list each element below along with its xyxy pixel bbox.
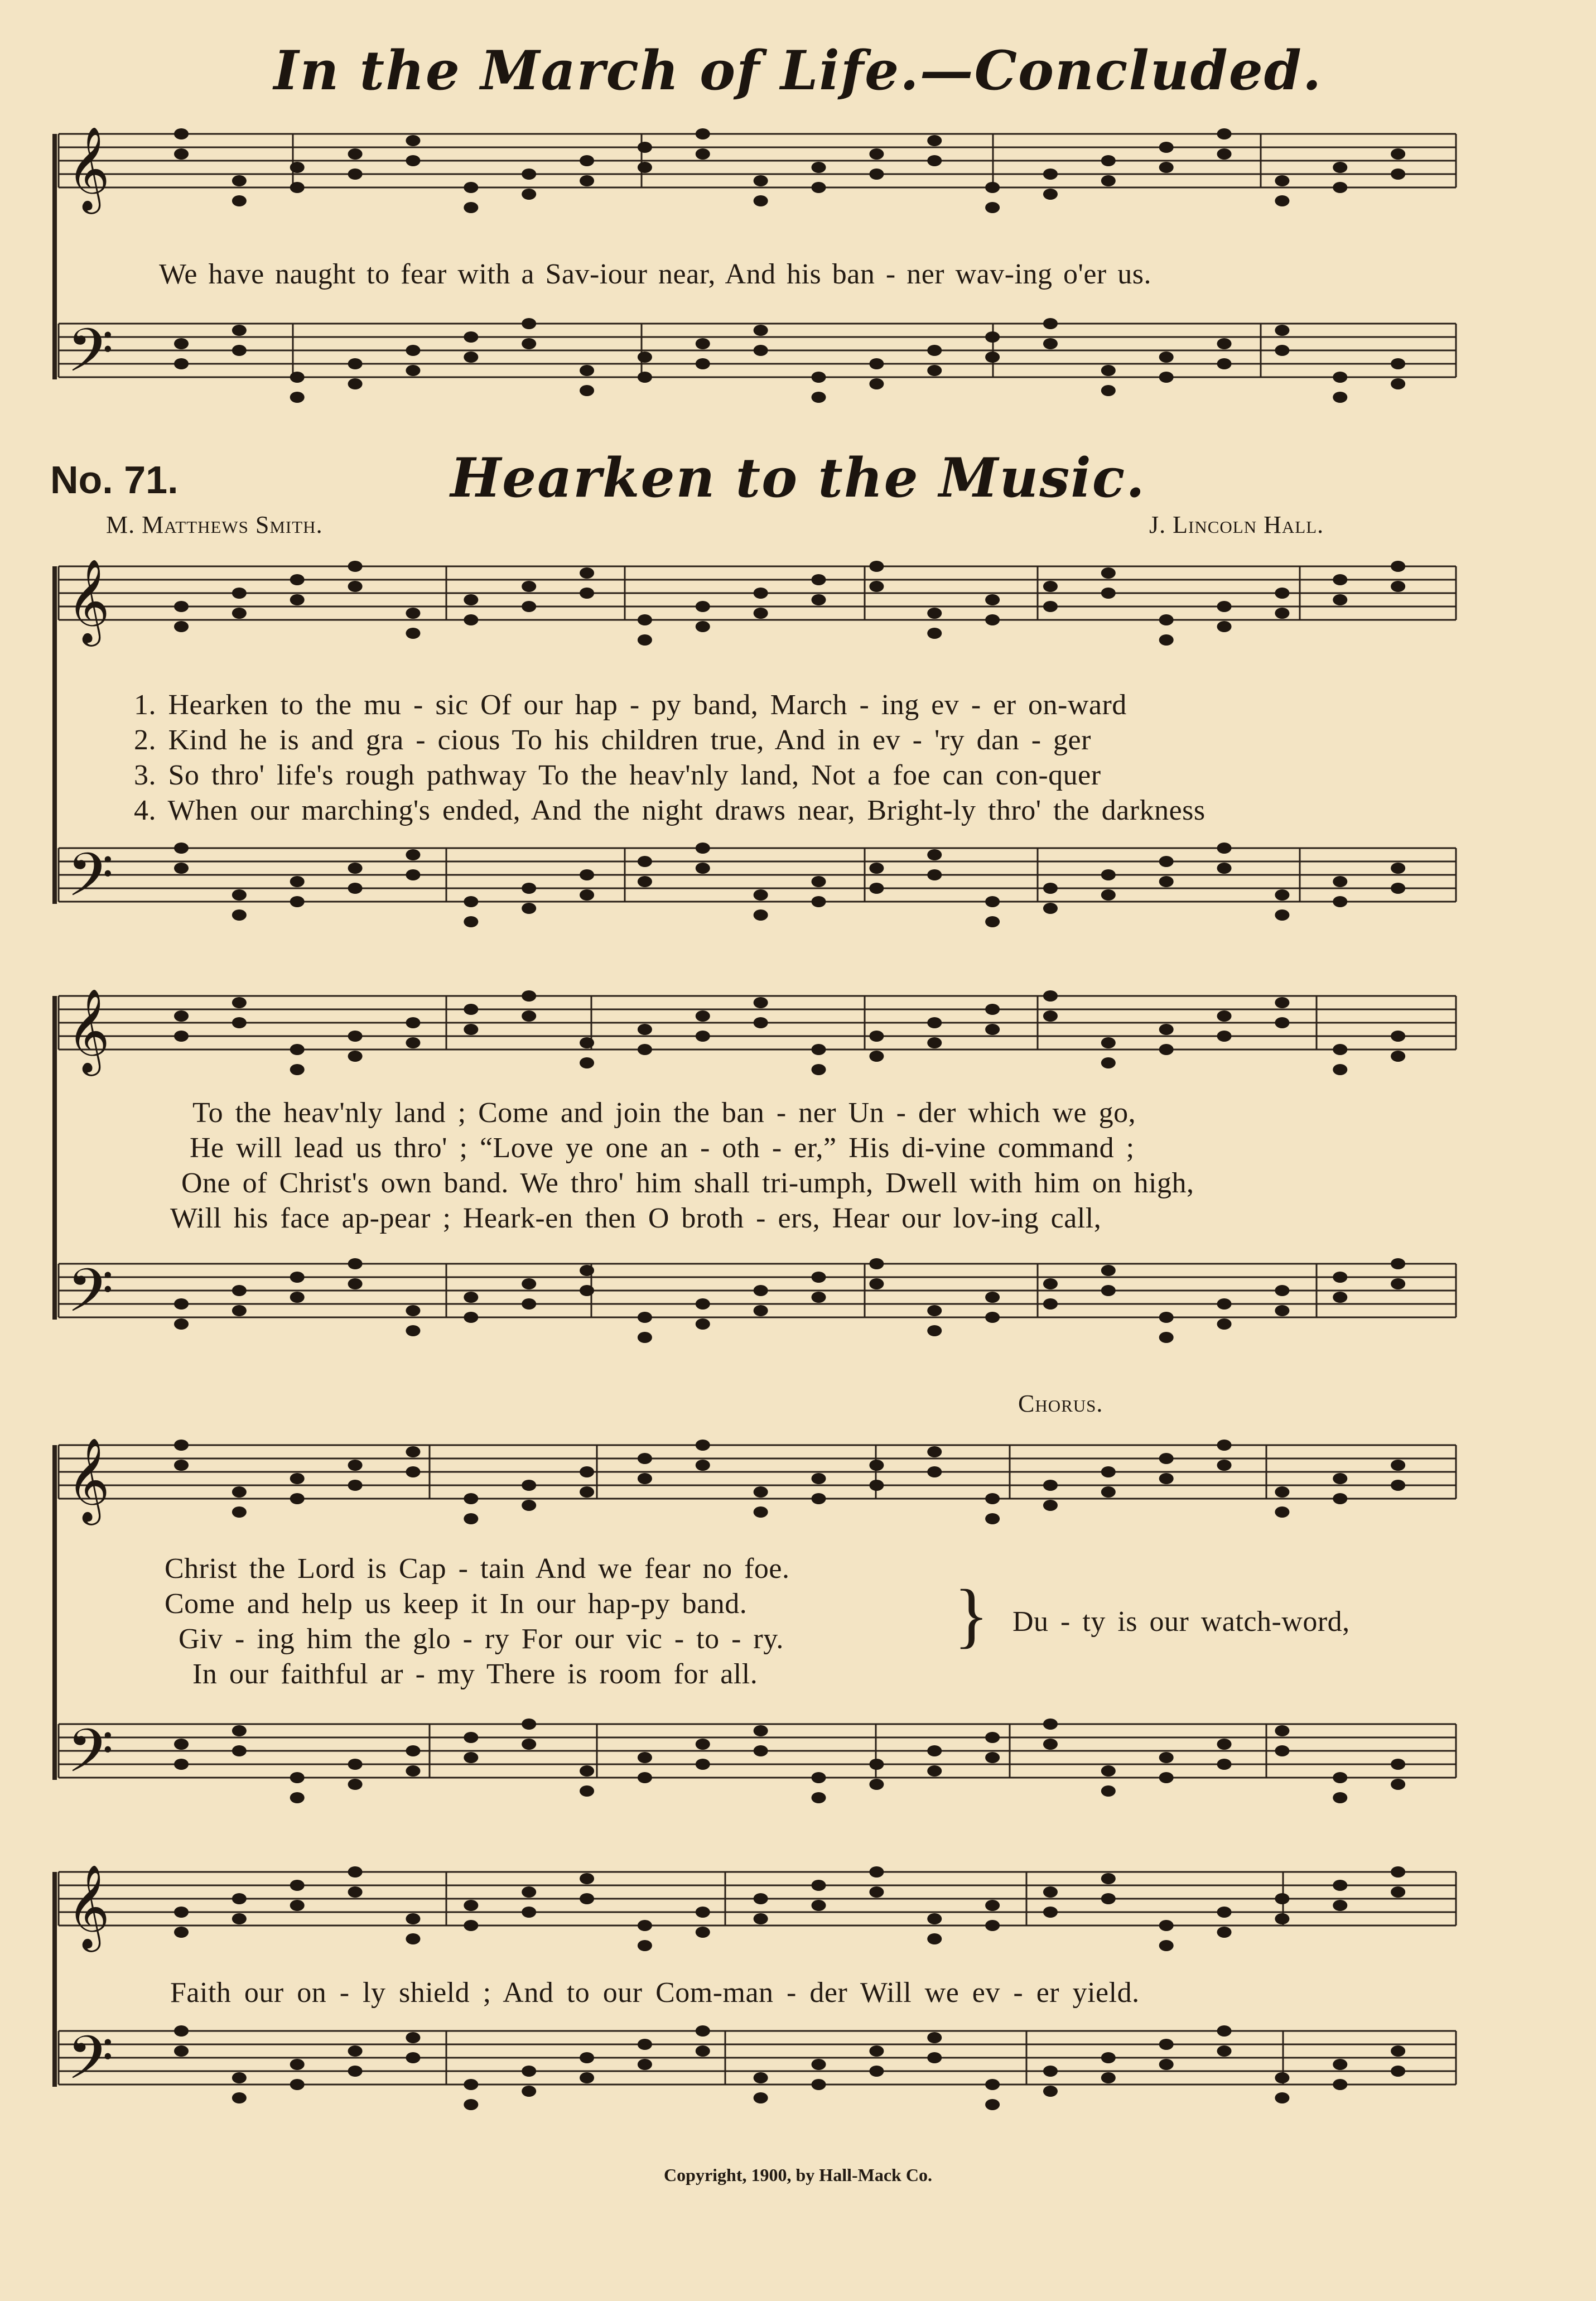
svg-text:𝄞: 𝄞 [67, 1437, 110, 1522]
svg-text:𝄞: 𝄞 [67, 558, 110, 643]
verse-1-line-3: Christ the Lord is Cap - tain And we fear no foe. [165, 1553, 790, 1585]
continued-lyric: We have naught to fear with a Sav-iour near, And his ban - ner wav-ing o'er us. [159, 258, 1151, 290]
verse-4-line-3: In our faithful ar - my There is room for all. [192, 1658, 758, 1690]
svg-text:𝄞: 𝄞 [67, 988, 110, 1072]
verse-2-line-3: Come and help us keep it In our hap-py band. [165, 1588, 748, 1620]
verse-4-line-2: Will his face ap-pear ; Heark-en then O broth - ers, Hear our lov-ing call, [170, 1202, 1102, 1234]
chorus-brace: } [954, 1575, 989, 1655]
verse-2-line-1: 2. Kind he is and gra - cious To his children true, And in ev - 'ry dan - ger [134, 724, 1091, 756]
svg-text:𝄢: 𝄢 [67, 315, 114, 400]
final-line: Faith our on - ly shield ; And to our Com-man - der Will we ev - er yield. [170, 1977, 1140, 2009]
music-credit: J. Lincoln Hall. [1149, 511, 1324, 538]
words-credit: M. Matthews Smith. [106, 511, 323, 538]
verse-1-line-2: To the heav'nly land ; Come and join the ban - ner Un - der which we go, [192, 1097, 1136, 1129]
chorus-watchword-line: Du - ty is our watch-word, [1012, 1606, 1350, 1638]
copyright-notice: Copyright, 1900, by Hall-Mack Co. [664, 2165, 932, 2185]
hymn-number: No. 71. [50, 458, 179, 502]
verse-3-line-3: Giv - ing him the glo - ry For our vic - to - ry. [179, 1623, 784, 1655]
verse-3-line-1: 3. So thro' life's rough pathway To the heav'nly land, Not a foe can con-quer [134, 759, 1101, 791]
svg-text:𝄞: 𝄞 [67, 126, 110, 210]
verse-4-line-1: 4. When our marching's ended, And the night draws near, Bright-ly thro' the darkness [134, 795, 1206, 826]
svg-text:𝄢: 𝄢 [67, 1716, 114, 1801]
verse-2-line-2: He will lead us thro' ; “Love ye one an - oth - er,” His di-vine command ; [190, 1132, 1135, 1164]
hymn-title: Hearken to the Music. [450, 446, 1146, 509]
svg-text:𝄢: 𝄢 [67, 2023, 114, 2107]
svg-text:𝄢: 𝄢 [67, 840, 114, 925]
verse-1-line-1: 1. Hearken to the mu - sic Of our hap - py band, March - ing ev - er on-ward [134, 689, 1127, 721]
continued-title: In the March of Life.—Concluded. [273, 39, 1323, 102]
svg-text:𝄢: 𝄢 [67, 1255, 114, 1340]
svg-text:𝄞: 𝄞 [67, 1864, 110, 1948]
verse-3-line-2: One of Christ's own band. We thro' him shall tri-umph, Dwell with him on high, [181, 1167, 1194, 1199]
chorus-label: Chorus. [1018, 1390, 1103, 1417]
